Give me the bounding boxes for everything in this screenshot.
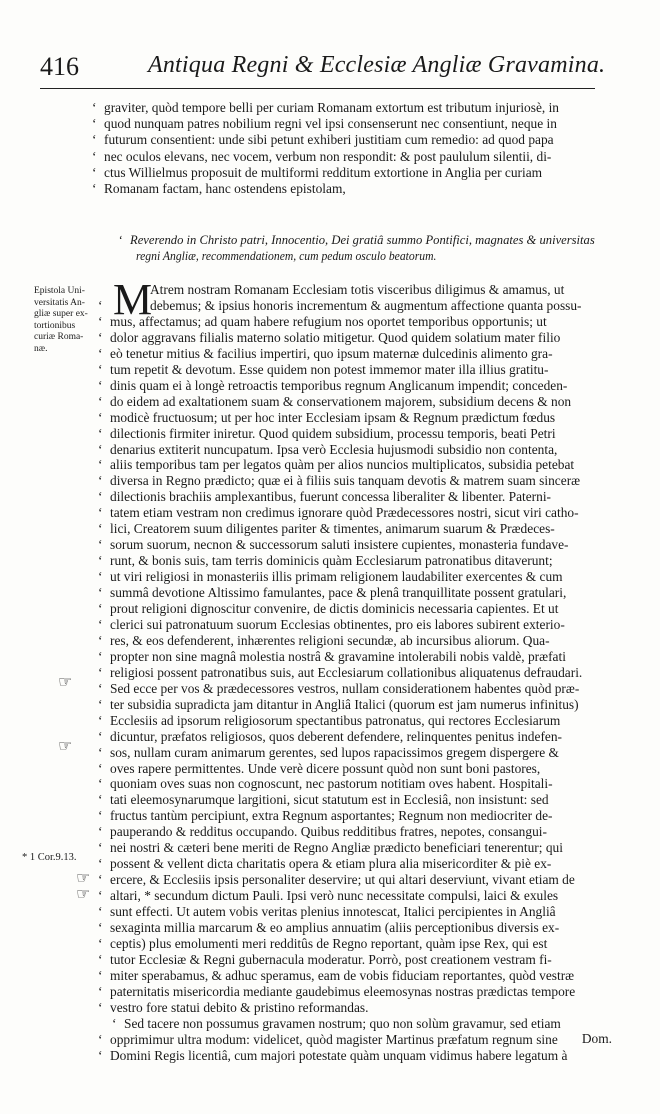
marginal-note-line: curiæ Roma- bbox=[34, 332, 84, 342]
text-line: ‘ pauperando & redditus occupando. Quibus redditibus fratres, nepotes, consangui- bbox=[98, 824, 547, 840]
text-line: ‘ diversa in Regno prædicto; quæ ei à filiis suis tanquam devotis & matrem suam sinceræ bbox=[98, 473, 581, 489]
text-line: ‘ tutor Ecclesiæ & Regni gubernacula moderatur. Porrò, post creationem vestram fi- bbox=[98, 951, 552, 967]
text-line: ‘ dicuntur, præfatos religiosos, quos deberent defendere, relinquentes penitus indefen- bbox=[98, 728, 563, 744]
pointing-hand-icon: ☞ bbox=[76, 868, 91, 887]
text-line: ‘ Sed tacere non possumus gravamen nostrum; quo non solùm gravamur, sed etiam bbox=[112, 1015, 561, 1031]
page-number: 416 bbox=[40, 52, 79, 81]
text-line: ‘ Romanam factam, hanc ostendens epistolam, bbox=[92, 181, 346, 196]
text-line: ‘ tum repetit & devotum. Esse quidem non potest immemor mater illa illius gratitu- bbox=[98, 361, 549, 377]
pointing-hand-icon: ☞ bbox=[58, 672, 73, 691]
text-line: ‘ possent & vellent dicta charitatis opera & etiam plura alia misericorditer & piè ex- bbox=[98, 856, 552, 872]
text-line: ‘ clerici sui patronatuum suorum Ecclesias obtinentes, pro eis labores subirent exterio- bbox=[98, 616, 565, 632]
catchword: Dom. bbox=[581, 1031, 612, 1046]
text-line: ‘ paternitatis misericordia mediante gaudebimus eleemosynas nostras prædictas tempore bbox=[98, 983, 576, 999]
text-line: ‘ quod nunquam patres nobilium regni vel ipsi consenserunt nec consentiunt, neque in bbox=[92, 116, 557, 132]
text-line: ‘ ut viri religiosi in monasteriis illis primam religionem laudabiliter exercentes & cum bbox=[98, 569, 563, 585]
text-line: ‘ runt, & bonis suis, tam terris dominicis quàm Ecclesiarum patronatibus ditaverunt; bbox=[98, 553, 553, 569]
marginal-note-line: tortionibus bbox=[34, 320, 76, 331]
address-line: ‘ Reverendo in Christo patri, Innocentio, Dei gratiâ summo Pontifici, magnates & universitas bbox=[118, 233, 595, 247]
text-line: ‘ religiosi possent patronatibus suis, aut Ecclesiarum collationibus aliquatenus defraudari. bbox=[98, 664, 583, 680]
running-header bbox=[40, 50, 606, 90]
marginal-note-line: versitatis An- bbox=[34, 297, 85, 308]
text-line: ‘ sos, nullam curam animarum gerentes, sed lupos rapacissimos gregem dispergere & bbox=[98, 744, 559, 760]
text-line: ‘ prout religioni dignoscitur convenire, de dictis dominicis necessaria capientes. Et ut bbox=[98, 601, 559, 616]
text-line: ‘ Ecclesiis ad ipsorum religiosorum spectantibus patronatus, qui rectores Ecclesiarum bbox=[98, 712, 561, 728]
text-line: ‘ miter sperabamus, & adhuc speramus, eam de vobis fiduciam reportantes, quòd vestræ bbox=[98, 967, 575, 983]
marginal-note bbox=[34, 286, 104, 355]
text-line: ‘ ercere, & Ecclesiis ipsis personaliter deservire; ut qui altari deserviunt, vivant etiam de bbox=[98, 872, 575, 888]
text-line: ‘ graviter, quòd tempore belli per curiam Romanam extortum est tributum injuriosè, in bbox=[92, 100, 560, 115]
pointing-hand-icon: ☞ bbox=[76, 884, 91, 903]
marginal-note-line: Epistola Uni- bbox=[34, 286, 85, 296]
header-rule bbox=[40, 88, 595, 89]
text-line: ‘ tati eleemosynarumque largitioni, sicut statutum est in Ecclesiâ, non insistunt: sed bbox=[98, 792, 549, 808]
drop-cap: M bbox=[113, 275, 153, 324]
quote-mark: ‘ bbox=[98, 297, 103, 313]
text-line: ‘ summâ devotione Altissimo famulantes, pace & plenâ tranquillitate possent gratulari, bbox=[98, 585, 567, 601]
text-line: ‘ sorum suorum, necnon & successorum saluti insistere cupientes, monasteria fundave- bbox=[98, 537, 569, 553]
text-line: ‘ tatem etiam vestram non credimus ignorare quòd Prædecessores nostri, sicut viri catho- bbox=[98, 505, 579, 521]
address-line: regni Angliæ, recommendationem, cum pedum osculo beatorum. bbox=[136, 249, 437, 263]
text-line: ‘ dolor aggravans filialis materno solatio mitigetur. Quod quidem solatium mater filio bbox=[98, 329, 561, 345]
text-line: ‘ nei nostri & cæteri bene meriti de Regno Angliæ prædicto beneficiari tenerentur; qui bbox=[98, 840, 563, 856]
marginal-note-line: gliæ super ex- bbox=[34, 309, 88, 319]
text-line: ‘ altari, * secundum dictum Pauli. Ipsi verò nunc necessitate compulsi, laici & exules bbox=[98, 888, 559, 904]
text-line: ‘ denarius extiterit nuncupatum. Ipsa verò Ecclesia hujusmodi subsidio non contenta, bbox=[98, 441, 558, 457]
text-line: ‘ ctus Willielmus proposuit de multiformi redditum extortione in Anglia per curiam bbox=[92, 164, 543, 180]
text-line: ‘ dilectionis firmiter iniretur. Quod quidem subsidium, processu temporis, beati Petri bbox=[98, 425, 556, 441]
text-line: ‘ sunt effecti. Ut autem vobis veritas plenius innotescat, Italici percipientes in Angliâ bbox=[98, 904, 556, 920]
text-line: ‘ res, & eos defenderent, inhærentes religioni secundæ, ab incursibus aliorum. Qua- bbox=[98, 632, 550, 648]
marginal-note-line: næ. bbox=[34, 343, 48, 354]
text-line: ‘ fructus tantùm percipiunt, extra Regnum asportantes; Regnum non mediocriter de- bbox=[98, 808, 553, 824]
text-line: ‘ quoniam oves suas non cognoscunt, nec pastorum notitiam oves habent. Hospitali- bbox=[98, 776, 553, 792]
text-line: ‘ do eidem ad exaltationem suam & conservationem majorem, subsidium decens & non bbox=[98, 393, 572, 409]
text-line: ‘ Domini Regis licentiâ, cum majori potestate quàm unquam vidimus habere legatum à bbox=[98, 1047, 568, 1063]
text-line: ‘ sexaginta millia marcarum & eo amplius annuatim (aliis perceptionibus diversis ex- bbox=[98, 920, 560, 935]
running-title: Antiqua Regni & Ecclesiæ Angliæ Gravamina. bbox=[148, 52, 606, 78]
text-line: ‘ ceptis) plus emolumenti meri redditûs de Regno reportant, quàm ipse Rex, qui est bbox=[98, 935, 548, 951]
text-line: ‘ ter subsidia supradicta jam ditantur in Angliâ Italici (quorum est jam numerus infinitus) bbox=[98, 696, 579, 712]
text-line: ‘ opprimimur ultra modum: videlicet, quòd magister Martinus præfatum regnum sine bbox=[98, 1031, 558, 1047]
text-line: ‘ dilectionis brachiis amplexantibus, fuerunt concessa liberaliter & libenter. Paterni- bbox=[98, 489, 552, 505]
text-line: ‘ futurum consentient: unde sibi petunt exhiberi justitiam cum remedio: ad quod papa bbox=[92, 132, 554, 148]
text-line: ‘ oves rapere permittentes. Unde verè dicere possunt quòd non sunt boni pastores, bbox=[98, 760, 541, 776]
text-line: ‘ mus, affectamus; ad quam habere refugium nos oportet temporibus opportunis; ut bbox=[98, 313, 547, 329]
text-line: ‘ aliis temporibus tam per legatos quàm per alios nuncios multiplicatos, subsidia petebat bbox=[98, 457, 575, 473]
text-line: ‘ nec oculos elevans, nec vocem, verbum non respondit: & post paululum silentii, di- bbox=[92, 148, 552, 164]
text-line: ‘ Sed ecce per vos & prædecessores vestros, nullam considerationem habentes quòd præ- bbox=[98, 680, 580, 696]
text-line: ‘ vestro fore statui debito & pristino reformandas. bbox=[98, 999, 369, 1015]
text-line: Atrem nostram Romanam Ecclesiam totis visceribus diligimus & amamus, ut bbox=[150, 282, 565, 297]
pointing-hand-icon: ☞ bbox=[58, 736, 73, 755]
margin-reference: * 1 Cor.9.13. bbox=[22, 852, 77, 863]
text-line: ‘ lici, Creatorem suum diligentes pariter & timentes, animarum suarum & Prædeces- bbox=[98, 521, 555, 537]
text-line: ‘ modicè fructuosum; ut per hoc inter Ecclesiam ipsam & Regnum prædictum fœdus bbox=[98, 409, 556, 425]
text-line: ‘ dinis quam ei à longè retroactis temporibus regnum Anglicanum impendit; conceden- bbox=[98, 377, 568, 393]
text-line: ‘ propter non sine magnâ molestia nostrâ & gravamine intolerabili nobis valdè, præfati bbox=[98, 648, 566, 664]
text-line: debemus; & ipsius honoris incrementum & augmentum affectione quanta possu- bbox=[150, 297, 582, 313]
text-line: ‘ eò tenetur mitius & facilius impertiri, quo ipsum maternæ dulcedinis alimento gra- bbox=[98, 345, 553, 361]
